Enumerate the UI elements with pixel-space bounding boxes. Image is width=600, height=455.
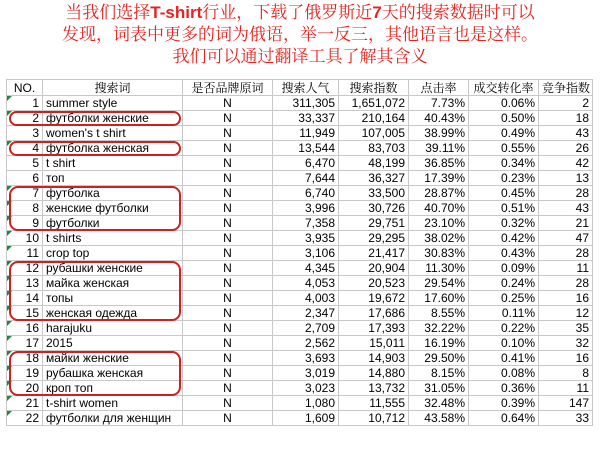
- table-row[interactable]: [7, 351, 593, 366]
- cell-popularity[interactable]: 1,080: [273, 396, 339, 411]
- cell-keyword[interactable]: t shirt: [43, 156, 183, 171]
- cell-no[interactable]: [7, 246, 43, 261]
- cell-brand[interactable]: N: [183, 396, 273, 411]
- cell-competition[interactable]: 35: [539, 321, 593, 336]
- cell-no[interactable]: [7, 201, 43, 216]
- cell-popularity[interactable]: 6,470: [273, 156, 339, 171]
- cell-brand[interactable]: N: [183, 246, 273, 261]
- cell-ctr[interactable]: 31.05%: [409, 381, 469, 396]
- cell-no-text: 1: [32, 96, 39, 110]
- cell-marker-icon: [7, 366, 12, 371]
- cell-index[interactable]: 33,500: [339, 186, 409, 201]
- cell-keyword[interactable]: t-shirt women: [43, 396, 183, 411]
- cell-ctr[interactable]: 7.73%: [409, 96, 469, 111]
- caption-line-1: 当我们选择T-shirt行业，下载了俄罗斯近7天的搜索数据时可以: [65, 3, 535, 23]
- cell-no-text: 8: [32, 201, 39, 215]
- cell-no[interactable]: [7, 411, 43, 426]
- cell-keyword[interactable]: женская одежда: [43, 306, 183, 321]
- cell-conversion[interactable]: 0.43%: [469, 246, 539, 261]
- cell-no-text: 13: [25, 276, 39, 290]
- cell-brand[interactable]: N: [183, 291, 273, 306]
- cell-index[interactable]: 17,393: [339, 321, 409, 336]
- header-keyword[interactable]: 搜索词: [43, 80, 183, 96]
- cell-keyword[interactable]: summer style: [43, 96, 183, 111]
- cell-keyword[interactable]: майка женская: [43, 276, 183, 291]
- cell-no-text: 21: [25, 396, 39, 410]
- cell-competition[interactable]: 11: [539, 381, 593, 396]
- cell-competition[interactable]: 13: [539, 171, 593, 186]
- cell-conversion[interactable]: 0.08%: [469, 366, 539, 381]
- cell-popularity[interactable]: 4,053: [273, 276, 339, 291]
- cell-no[interactable]: [7, 276, 43, 291]
- cell-ctr[interactable]: 17.60%: [409, 291, 469, 306]
- cell-index[interactable]: 210,164: [339, 111, 409, 126]
- cell-no-text: 18: [25, 351, 39, 365]
- cell-keyword[interactable]: футболки: [43, 216, 183, 231]
- cell-no-text: 15: [25, 306, 39, 320]
- cell-no-text: 20: [25, 381, 39, 395]
- cell-ctr[interactable]: 40.70%: [409, 201, 469, 216]
- cell-marker-icon: [7, 381, 12, 386]
- cell-competition[interactable]: 12: [539, 306, 593, 321]
- header-ctr[interactable]: 点击率: [409, 80, 469, 96]
- cell-brand[interactable]: N: [183, 336, 273, 351]
- table-row[interactable]: [7, 111, 593, 126]
- cell-index[interactable]: 30,726: [339, 201, 409, 216]
- cell-keyword[interactable]: футболка женская: [43, 141, 183, 156]
- cell-no[interactable]: [7, 216, 43, 231]
- cell-popularity[interactable]: 2,347: [273, 306, 339, 321]
- cell-index[interactable]: 48,199: [339, 156, 409, 171]
- cell-brand[interactable]: N: [183, 171, 273, 186]
- cell-ctr[interactable]: 29.50%: [409, 351, 469, 366]
- cell-ctr[interactable]: 23.10%: [409, 216, 469, 231]
- cell-popularity[interactable]: 3,935: [273, 231, 339, 246]
- cell-conversion[interactable]: 0.22%: [469, 321, 539, 336]
- cell-brand[interactable]: N: [183, 186, 273, 201]
- table-row[interactable]: [7, 201, 593, 216]
- cell-ctr[interactable]: 28.87%: [409, 186, 469, 201]
- cell-keyword[interactable]: майки женские: [43, 351, 183, 366]
- cell-brand[interactable]: N: [183, 96, 273, 111]
- table-row[interactable]: [7, 276, 593, 291]
- cell-no-text: 19: [25, 366, 39, 380]
- cell-popularity[interactable]: 311,305: [273, 96, 339, 111]
- header-index[interactable]: 搜索指数: [339, 80, 409, 96]
- cell-brand[interactable]: N: [183, 201, 273, 216]
- cell-ctr[interactable]: 16.19%: [409, 336, 469, 351]
- cell-brand[interactable]: N: [183, 351, 273, 366]
- cell-no[interactable]: [7, 396, 43, 411]
- cell-brand[interactable]: N: [183, 411, 273, 426]
- cell-no-text: 12: [25, 261, 39, 275]
- cell-no[interactable]: [7, 366, 43, 381]
- cell-competition[interactable]: 18: [539, 111, 593, 126]
- header-brand[interactable]: 是否品牌原词: [183, 80, 273, 96]
- cell-marker-icon: [7, 291, 12, 296]
- cell-index[interactable]: 15,011: [339, 336, 409, 351]
- cell-competition[interactable]: 11: [539, 261, 593, 276]
- cell-ctr[interactable]: 36.85%: [409, 156, 469, 171]
- cell-no-text: 9: [32, 216, 39, 230]
- cell-no[interactable]: [7, 156, 43, 171]
- table-row[interactable]: [7, 156, 593, 171]
- cell-keyword[interactable]: кроп топ: [43, 381, 183, 396]
- cell-competition[interactable]: 26: [539, 141, 593, 156]
- cell-conversion[interactable]: 0.39%: [469, 396, 539, 411]
- cell-keyword[interactable]: топ: [43, 171, 183, 186]
- cell-no-text: 7: [32, 186, 39, 200]
- cell-conversion[interactable]: 0.06%: [469, 96, 539, 111]
- cell-index[interactable]: 29,295: [339, 231, 409, 246]
- cell-popularity[interactable]: 13,544: [273, 141, 339, 156]
- cell-brand[interactable]: N: [183, 156, 273, 171]
- table-row[interactable]: [7, 381, 593, 396]
- cell-competition[interactable]: 43: [539, 126, 593, 141]
- cell-ctr[interactable]: 30.83%: [409, 246, 469, 261]
- cell-competition[interactable]: 33: [539, 411, 593, 426]
- cell-no[interactable]: [7, 141, 43, 156]
- table-row[interactable]: [7, 321, 593, 336]
- cell-keyword[interactable]: crop top: [43, 246, 183, 261]
- cell-marker-icon: [7, 321, 12, 326]
- cell-marker-icon: [7, 111, 12, 116]
- header-conversion[interactable]: 成交转化率: [469, 80, 539, 96]
- cell-ctr[interactable]: 38.02%: [409, 231, 469, 246]
- cell-no-text: 2: [32, 111, 39, 125]
- cell-index[interactable]: 36,327: [339, 171, 409, 186]
- cell-conversion[interactable]: 0.23%: [469, 171, 539, 186]
- cell-no-text: 6: [32, 171, 39, 185]
- cell-popularity[interactable]: 3,106: [273, 246, 339, 261]
- cell-keyword[interactable]: women's t shirt: [43, 126, 183, 141]
- cell-competition[interactable]: 28: [539, 186, 593, 201]
- cell-marker-icon: [7, 96, 12, 101]
- cell-popularity[interactable]: 11,949: [273, 126, 339, 141]
- cell-conversion[interactable]: 0.10%: [469, 336, 539, 351]
- table-row[interactable]: [7, 261, 593, 276]
- table-body: [7, 96, 593, 426]
- cell-marker-icon: [7, 396, 12, 401]
- cell-competition[interactable]: 43: [539, 201, 593, 216]
- cell-marker-icon: [7, 246, 12, 251]
- cell-keyword[interactable]: топы: [43, 291, 183, 306]
- cell-competition[interactable]: 16: [539, 351, 593, 366]
- cell-no-text: 16: [25, 321, 39, 335]
- cell-conversion[interactable]: 0.42%: [469, 231, 539, 246]
- cell-brand[interactable]: N: [183, 381, 273, 396]
- cell-no[interactable]: [7, 231, 43, 246]
- cell-competition[interactable]: 28: [539, 276, 593, 291]
- cell-brand[interactable]: N: [183, 261, 273, 276]
- cell-ctr[interactable]: 39.11%: [409, 141, 469, 156]
- cell-no[interactable]: [7, 306, 43, 321]
- cell-marker-icon: [7, 201, 12, 206]
- table-row[interactable]: [7, 96, 593, 111]
- cell-index[interactable]: 17,686: [339, 306, 409, 321]
- cell-competition[interactable]: 47: [539, 231, 593, 246]
- cell-conversion[interactable]: 0.25%: [469, 291, 539, 306]
- cell-brand[interactable]: N: [183, 276, 273, 291]
- cell-keyword[interactable]: t shirts: [43, 231, 183, 246]
- table-row[interactable]: [7, 171, 593, 186]
- cell-index[interactable]: 13,732: [339, 381, 409, 396]
- table-row[interactable]: [7, 231, 593, 246]
- cell-competition[interactable]: 8: [539, 366, 593, 381]
- cell-competition[interactable]: 16: [539, 291, 593, 306]
- cell-competition[interactable]: 32: [539, 336, 593, 351]
- table-row[interactable]: [7, 366, 593, 381]
- cell-popularity[interactable]: 3,693: [273, 351, 339, 366]
- cell-conversion[interactable]: 0.45%: [469, 186, 539, 201]
- cell-no[interactable]: [7, 321, 43, 336]
- cell-ctr[interactable]: 32.22%: [409, 321, 469, 336]
- cell-keyword[interactable]: harajuku: [43, 321, 183, 336]
- cell-marker-icon: [7, 351, 12, 356]
- cell-marker-icon: [7, 276, 12, 281]
- cell-no-text: 22: [25, 411, 39, 425]
- cell-conversion[interactable]: 0.36%: [469, 381, 539, 396]
- cell-marker-icon: [7, 306, 12, 311]
- cell-no-text: 11: [26, 246, 39, 260]
- table-row[interactable]: [7, 306, 593, 321]
- cell-marker-icon: [7, 261, 12, 266]
- cell-keyword[interactable]: женские футболки: [43, 201, 183, 216]
- cell-competition[interactable]: 147: [539, 396, 593, 411]
- cell-index[interactable]: 14,880: [339, 366, 409, 381]
- table-row[interactable]: [7, 411, 593, 426]
- cell-keyword[interactable]: футболки женские: [43, 111, 183, 126]
- caption: [0, 2, 600, 68]
- header-no[interactable]: NO.: [7, 80, 43, 96]
- cell-marker-icon: [7, 336, 12, 341]
- cell-popularity[interactable]: 1,609: [273, 411, 339, 426]
- cell-no[interactable]: [7, 111, 43, 126]
- cell-conversion[interactable]: 0.55%: [469, 141, 539, 156]
- cell-index[interactable]: 20,904: [339, 261, 409, 276]
- cell-no[interactable]: [7, 291, 43, 306]
- cell-no-text: 3: [32, 126, 39, 140]
- cell-keyword[interactable]: рубашки женские: [43, 261, 183, 276]
- table-row[interactable]: [7, 126, 593, 141]
- cell-no-text: 5: [32, 156, 39, 170]
- cell-no[interactable]: [7, 186, 43, 201]
- cell-conversion[interactable]: 0.51%: [469, 201, 539, 216]
- cell-keyword[interactable]: футболки для женщин: [43, 411, 183, 426]
- cell-brand[interactable]: N: [183, 141, 273, 156]
- cell-competition[interactable]: 21: [539, 216, 593, 231]
- table-row[interactable]: [7, 246, 593, 261]
- cell-index[interactable]: 14,903: [339, 351, 409, 366]
- cell-keyword[interactable]: 2015: [43, 336, 183, 351]
- cell-ctr[interactable]: 17.39%: [409, 171, 469, 186]
- cell-conversion[interactable]: 0.24%: [469, 276, 539, 291]
- caption-line-3: 我们可以通过翻译工具了解其含义: [172, 47, 428, 67]
- table-row[interactable]: [7, 291, 593, 306]
- cell-conversion[interactable]: 0.49%: [469, 126, 539, 141]
- cell-marker-icon: [7, 231, 12, 236]
- cell-ctr[interactable]: 38.99%: [409, 126, 469, 141]
- cell-popularity[interactable]: 4,345: [273, 261, 339, 276]
- cell-competition[interactable]: 28: [539, 246, 593, 261]
- cell-brand[interactable]: N: [183, 366, 273, 381]
- cell-conversion[interactable]: 0.34%: [469, 156, 539, 171]
- cell-no-text: 10: [25, 231, 39, 245]
- cell-popularity[interactable]: 33,337: [273, 111, 339, 126]
- caption-line-2: 发现，词表中更多的词为俄语，举一反三，其他语言也是这样。: [62, 25, 538, 45]
- cell-keyword[interactable]: рубашка женская: [43, 366, 183, 381]
- header-competition[interactable]: 竞争指数: [539, 80, 593, 96]
- cell-no-text: 14: [25, 291, 39, 305]
- cell-index[interactable]: 20,523: [339, 276, 409, 291]
- cell-popularity[interactable]: 6,740: [273, 186, 339, 201]
- cell-brand[interactable]: N: [183, 216, 273, 231]
- cell-brand[interactable]: N: [183, 321, 273, 336]
- cell-brand[interactable]: N: [183, 126, 273, 141]
- cell-popularity[interactable]: 4,003: [273, 291, 339, 306]
- cell-brand[interactable]: N: [183, 231, 273, 246]
- cell-popularity[interactable]: 2,562: [273, 336, 339, 351]
- cell-marker-icon: [7, 186, 12, 191]
- header-popularity[interactable]: 搜索人气: [273, 80, 339, 96]
- cell-index[interactable]: 10,712: [339, 411, 409, 426]
- cell-competition[interactable]: 2: [539, 96, 593, 111]
- cell-no[interactable]: [7, 126, 43, 141]
- cell-brand[interactable]: N: [183, 111, 273, 126]
- header-row: [7, 80, 593, 96]
- cell-popularity[interactable]: 3,996: [273, 201, 339, 216]
- cell-index[interactable]: 21,417: [339, 246, 409, 261]
- cell-index[interactable]: 29,751: [339, 216, 409, 231]
- cell-index[interactable]: 11,555: [339, 396, 409, 411]
- cell-index[interactable]: 1,651,072: [339, 96, 409, 111]
- cell-no[interactable]: [7, 381, 43, 396]
- cell-popularity[interactable]: 2,709: [273, 321, 339, 336]
- cell-conversion[interactable]: 0.50%: [469, 111, 539, 126]
- cell-conversion[interactable]: 0.09%: [469, 261, 539, 276]
- keyword-table: [6, 79, 593, 426]
- cell-ctr[interactable]: 40.43%: [409, 111, 469, 126]
- cell-ctr[interactable]: 11.30%: [409, 261, 469, 276]
- cell-popularity[interactable]: 7,644: [273, 171, 339, 186]
- cell-conversion[interactable]: 0.41%: [469, 351, 539, 366]
- cell-ctr[interactable]: 8.15%: [409, 366, 469, 381]
- cell-ctr[interactable]: 8.55%: [409, 306, 469, 321]
- cell-no[interactable]: [7, 336, 43, 351]
- cell-no[interactable]: [7, 171, 43, 186]
- cell-conversion[interactable]: 0.32%: [469, 216, 539, 231]
- table-row[interactable]: [7, 186, 593, 201]
- cell-index[interactable]: 19,672: [339, 291, 409, 306]
- cell-marker-icon: [7, 216, 12, 221]
- table-row[interactable]: [7, 396, 593, 411]
- cell-index[interactable]: 107,005: [339, 126, 409, 141]
- cell-ctr[interactable]: 43.58%: [409, 411, 469, 426]
- cell-index[interactable]: 83,703: [339, 141, 409, 156]
- cell-no[interactable]: [7, 261, 43, 276]
- cell-no[interactable]: [7, 96, 43, 111]
- table-row[interactable]: [7, 336, 593, 351]
- cell-ctr[interactable]: 32.48%: [409, 396, 469, 411]
- cell-brand[interactable]: N: [183, 306, 273, 321]
- table-row[interactable]: [7, 141, 593, 156]
- cell-marker-icon: [7, 141, 12, 146]
- cell-no-text: 17: [25, 336, 39, 350]
- cell-conversion[interactable]: 0.11%: [469, 306, 539, 321]
- cell-ctr[interactable]: 29.54%: [409, 276, 469, 291]
- cell-popularity[interactable]: 3,019: [273, 366, 339, 381]
- cell-popularity[interactable]: 7,358: [273, 216, 339, 231]
- cell-competition[interactable]: 42: [539, 156, 593, 171]
- cell-no-text: 4: [32, 141, 39, 155]
- cell-popularity[interactable]: 3,023: [273, 381, 339, 396]
- cell-marker-icon: [7, 411, 12, 416]
- cell-no[interactable]: [7, 351, 43, 366]
- cell-conversion[interactable]: 0.64%: [469, 411, 539, 426]
- cell-keyword[interactable]: футболка: [43, 186, 183, 201]
- table-row[interactable]: [7, 216, 593, 231]
